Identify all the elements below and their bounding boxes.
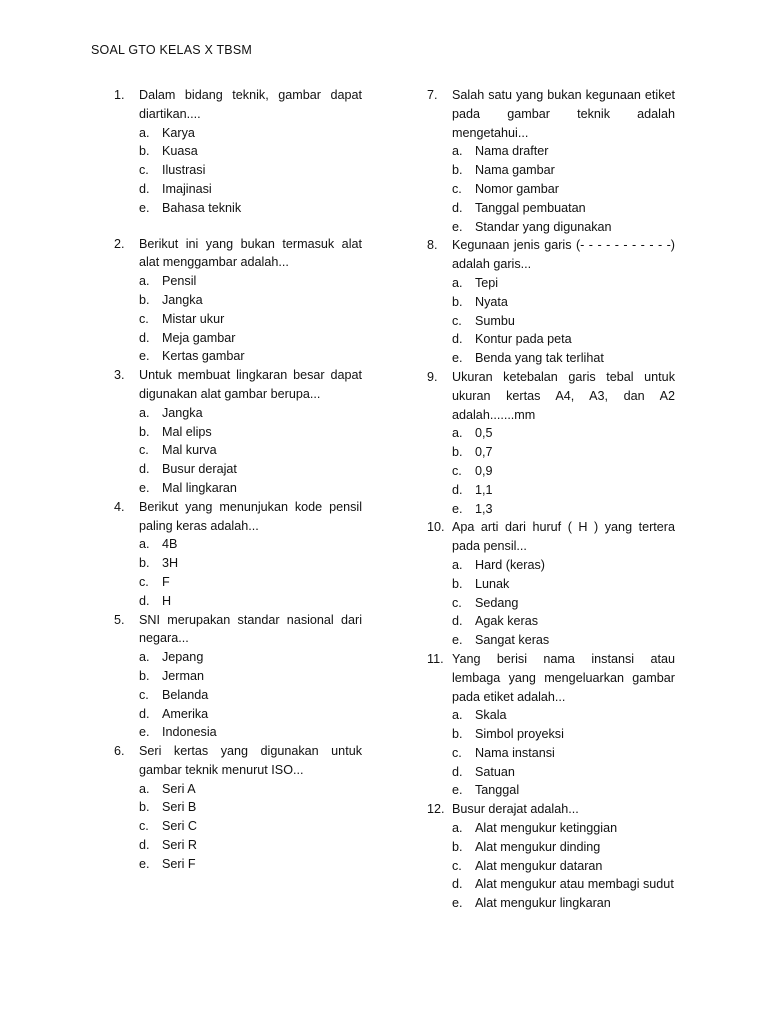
document-title: SOAL GTO KELAS X TBSM (91, 43, 252, 57)
option-letter: a. (452, 708, 463, 723)
option-letter: c. (452, 181, 462, 196)
question-stem (114, 86, 362, 124)
option-text: 1,3 (475, 501, 493, 516)
answer-option (427, 218, 675, 237)
question-text: Berikut yang menunjukan kode pensil paling keras adalah... (139, 499, 362, 533)
option-letter: a. (139, 274, 150, 289)
question-number: 11. (427, 651, 444, 666)
answer-option (114, 479, 362, 498)
answer-option (427, 161, 675, 180)
answer-option (427, 293, 675, 312)
question-item (114, 498, 362, 611)
option-text: Bahasa teknik (162, 200, 242, 215)
option-letter: b. (452, 294, 463, 309)
question-text: Apa arti dari huruf ( H ) yang tertera pada pensil... (452, 520, 675, 554)
option-text: H (162, 593, 172, 608)
question-number: 6. (114, 744, 125, 759)
option-letter: b. (452, 839, 463, 854)
option-text: Mistar ukur (162, 311, 225, 326)
question-number: 2. (114, 236, 125, 251)
question-item (427, 518, 675, 650)
answer-option (114, 310, 362, 329)
answer-option (114, 705, 362, 724)
answer-option (114, 423, 362, 442)
option-letter: b. (139, 668, 150, 683)
answer-option (114, 347, 362, 366)
option-text: Standar yang digunakan (475, 219, 612, 234)
option-letter: a. (452, 426, 463, 441)
question-number: 8. (427, 238, 438, 253)
option-text: 4B (162, 537, 178, 552)
question-number: 12. (427, 802, 445, 817)
answer-option (427, 424, 675, 443)
option-letter: c. (139, 819, 149, 834)
option-letter: a. (139, 781, 150, 796)
answer-option (427, 199, 675, 218)
option-text: Jepang (162, 650, 204, 665)
question-stem (427, 236, 675, 274)
option-letter: a. (139, 125, 150, 140)
answer-option (427, 744, 675, 763)
option-letter: d. (452, 764, 463, 779)
option-letter: a. (139, 405, 150, 420)
option-letter: d. (139, 181, 150, 196)
question-number: 10. (427, 520, 445, 535)
answer-option (114, 142, 362, 161)
option-letter: e. (139, 200, 150, 215)
question-item (114, 86, 362, 218)
option-text: Alat mengukur lingkaran (475, 896, 611, 911)
question-item (114, 611, 362, 743)
question-text: Busur derajat adalah... (452, 802, 579, 817)
option-letter: a. (452, 821, 463, 836)
answer-option (427, 481, 675, 500)
question-stem (114, 235, 362, 273)
option-text: Karya (162, 125, 195, 140)
question-stem (427, 650, 675, 706)
question-number: 3. (114, 368, 125, 383)
option-text: 3H (162, 556, 179, 571)
question-item (427, 368, 675, 518)
option-letter: c. (452, 858, 462, 873)
option-letter: a. (139, 650, 150, 665)
option-text: Nama instansi (475, 745, 555, 760)
option-letter: d. (139, 462, 150, 477)
question-item (114, 235, 362, 367)
option-text: Seri R (162, 838, 197, 853)
option-text: Agak keras (475, 614, 538, 629)
option-text: 0,5 (475, 426, 493, 441)
option-text: Seri C (162, 819, 197, 834)
option-letter: b. (452, 163, 463, 178)
answer-option (114, 648, 362, 667)
answer-option (114, 723, 362, 742)
answer-option (427, 142, 675, 161)
option-text: Tanggal (475, 783, 520, 798)
option-letter: e. (139, 856, 150, 871)
answer-option (114, 855, 362, 874)
question-item (427, 86, 675, 236)
option-letter: a. (452, 275, 463, 290)
answer-option (114, 780, 362, 799)
option-text: Nama drafter (475, 144, 549, 159)
question-number: 4. (114, 499, 125, 514)
answer-option (114, 460, 362, 479)
option-text: Indonesia (162, 725, 217, 740)
question-number: 7. (427, 88, 438, 102)
option-text: Imajinasi (162, 181, 212, 196)
answer-option (427, 330, 675, 349)
question-text: Ukuran ketebalan garis tebal untuk ukuran kertas A4, A3, dan A2 adalah.......mm (452, 369, 675, 422)
answer-option (114, 573, 362, 592)
option-text: Mal lingkaran (162, 480, 237, 495)
option-letter: e. (452, 219, 463, 234)
option-text: Alat mengukur atau membagi sudut (475, 877, 674, 892)
question-item (427, 800, 675, 913)
option-text: Sedang (475, 595, 519, 610)
question-text: Yang berisi nama instansi atau lembaga yang mengeluarkan gambar pada etiket adalah... (452, 651, 675, 704)
answer-option (114, 272, 362, 291)
option-text: Skala (475, 708, 507, 723)
option-text: Alat mengukur ketinggian (475, 821, 618, 836)
question-text: Kegunaan jenis garis (- - - - - - - - - - -) adalah garis... (452, 238, 675, 272)
question-spacer (114, 218, 362, 235)
option-letter: d. (452, 877, 463, 892)
answer-option (427, 575, 675, 594)
question-item (114, 742, 362, 874)
question-item (427, 236, 675, 368)
answer-option (427, 349, 675, 368)
question-number: 1. (114, 88, 125, 102)
answer-option (114, 199, 362, 218)
answer-option (114, 686, 362, 705)
option-letter: d. (452, 482, 463, 497)
question-text: Berikut ini yang bukan termasuk alat alat menggambar adalah... (139, 236, 362, 270)
answer-option (114, 836, 362, 855)
option-letter: c. (139, 163, 149, 178)
answer-option (114, 124, 362, 143)
option-text: Belanda (162, 687, 209, 702)
option-text: Kontur pada peta (475, 332, 572, 347)
option-text: Kertas gambar (162, 349, 245, 364)
answer-option (114, 554, 362, 573)
option-text: Alat mengukur dataran (475, 858, 603, 873)
answer-option (427, 500, 675, 519)
option-text: Simbol proyeksi (475, 727, 564, 742)
option-text: Ilustrasi (162, 163, 206, 178)
answer-option (114, 535, 362, 554)
option-letter: d. (452, 332, 463, 347)
option-text: Seri F (162, 856, 196, 871)
option-letter: e. (139, 349, 150, 364)
question-item (427, 650, 675, 800)
option-text: Seri A (162, 781, 196, 796)
option-text: Benda yang tak terlihat (475, 351, 604, 366)
answer-option (427, 838, 675, 857)
option-letter: b. (139, 800, 150, 815)
answer-option (114, 404, 362, 423)
option-letter: e. (452, 351, 463, 366)
option-text: 1,1 (475, 482, 493, 497)
answer-option (114, 161, 362, 180)
option-letter: b. (139, 144, 150, 159)
option-text: Tepi (475, 275, 499, 290)
answer-option (114, 798, 362, 817)
answer-option (427, 180, 675, 199)
answer-option (427, 894, 675, 913)
option-text: Alat mengukur dinding (475, 839, 601, 854)
answer-option (427, 556, 675, 575)
option-letter: b. (452, 445, 463, 460)
question-stem (427, 800, 675, 819)
option-letter: c. (452, 463, 462, 478)
option-text: Hard (keras) (475, 557, 545, 572)
answer-option (114, 291, 362, 310)
question-text: Salah satu yang bukan kegunaan etiket pada gambar teknik adalah mengetahui... (452, 88, 675, 140)
answer-option (427, 857, 675, 876)
question-item (114, 366, 362, 498)
option-letter: b. (452, 576, 463, 591)
option-letter: e. (139, 725, 150, 740)
option-text: Jerman (162, 668, 204, 683)
answer-option (427, 612, 675, 631)
question-stem (427, 86, 675, 142)
option-letter: b. (139, 556, 150, 571)
answer-option (427, 631, 675, 650)
option-letter: d. (139, 838, 150, 853)
option-letter: c. (452, 313, 462, 328)
option-text: 0,7 (475, 445, 493, 460)
option-letter: e. (452, 896, 463, 911)
option-text: Pensil (162, 274, 197, 289)
answer-option (427, 594, 675, 613)
option-letter: e. (139, 480, 150, 495)
question-number: 9. (427, 369, 438, 384)
question-text: Seri kertas yang digunakan untuk gambar teknik menurut ISO... (139, 744, 362, 777)
option-text: Sumbu (475, 313, 515, 328)
question-stem (427, 368, 675, 424)
question-text: SNI merupakan standar nasional dari negara... (139, 612, 362, 646)
option-text: Sangat keras (475, 633, 550, 648)
option-text: Seri B (162, 800, 197, 815)
option-letter: e. (452, 501, 463, 516)
option-text: Meja gambar (162, 330, 236, 345)
option-text: Jangka (162, 405, 203, 420)
option-text: Nama gambar (475, 163, 555, 178)
option-text: Nomor gambar (475, 181, 559, 196)
option-text: Jangka (162, 292, 203, 307)
option-text: 0,9 (475, 463, 493, 478)
answer-option (427, 725, 675, 744)
option-text: Nyata (475, 294, 508, 309)
question-text: Untuk membuat lingkaran besar dapat digunakan alat gambar berupa... (139, 368, 362, 401)
answer-option (114, 441, 362, 460)
option-letter: a. (452, 144, 463, 159)
right-column (427, 86, 675, 913)
option-text: F (162, 574, 170, 589)
option-letter: e. (452, 633, 463, 648)
answer-option (427, 781, 675, 800)
left-column (114, 86, 362, 874)
answer-option (427, 875, 675, 894)
question-stem (427, 518, 675, 556)
option-letter: c. (139, 687, 149, 702)
option-letter: e. (452, 783, 463, 798)
option-text: Satuan (475, 764, 515, 779)
option-letter: d. (139, 593, 150, 608)
option-letter: c. (139, 311, 149, 326)
option-letter: b. (452, 727, 463, 742)
option-text: Lunak (475, 576, 510, 591)
option-letter: b. (139, 424, 150, 439)
option-text: Mal kurva (162, 443, 217, 458)
question-stem (114, 366, 362, 404)
option-letter: d. (452, 200, 463, 215)
question-text: Dalam bidang teknik, gambar dapat diartikan.... (139, 88, 362, 121)
answer-option (114, 667, 362, 686)
option-letter: c. (452, 595, 462, 610)
question-stem (114, 498, 362, 536)
answer-option (427, 274, 675, 293)
option-text: Mal elips (162, 424, 212, 439)
option-text: Busur derajat (162, 462, 237, 477)
option-letter: a. (452, 557, 463, 572)
option-text: Tanggal pembuatan (475, 200, 586, 215)
option-letter: d. (139, 330, 150, 345)
option-text: Amerika (162, 706, 209, 721)
answer-option (427, 462, 675, 481)
question-number: 5. (114, 612, 125, 627)
answer-option (114, 180, 362, 199)
option-letter: d. (452, 614, 463, 629)
option-text: Kuasa (162, 144, 198, 159)
option-letter: b. (139, 292, 150, 307)
answer-option (114, 592, 362, 611)
question-stem (114, 611, 362, 649)
answer-option (427, 706, 675, 725)
option-letter: c. (139, 574, 149, 589)
answer-option (427, 819, 675, 838)
option-letter: d. (139, 706, 150, 721)
answer-option (427, 443, 675, 462)
answer-option (427, 312, 675, 331)
option-letter: c. (452, 745, 462, 760)
option-letter: a. (139, 537, 150, 552)
answer-option (427, 763, 675, 782)
answer-option (114, 329, 362, 348)
answer-option (114, 817, 362, 836)
question-stem (114, 742, 362, 780)
option-letter: c. (139, 443, 149, 458)
